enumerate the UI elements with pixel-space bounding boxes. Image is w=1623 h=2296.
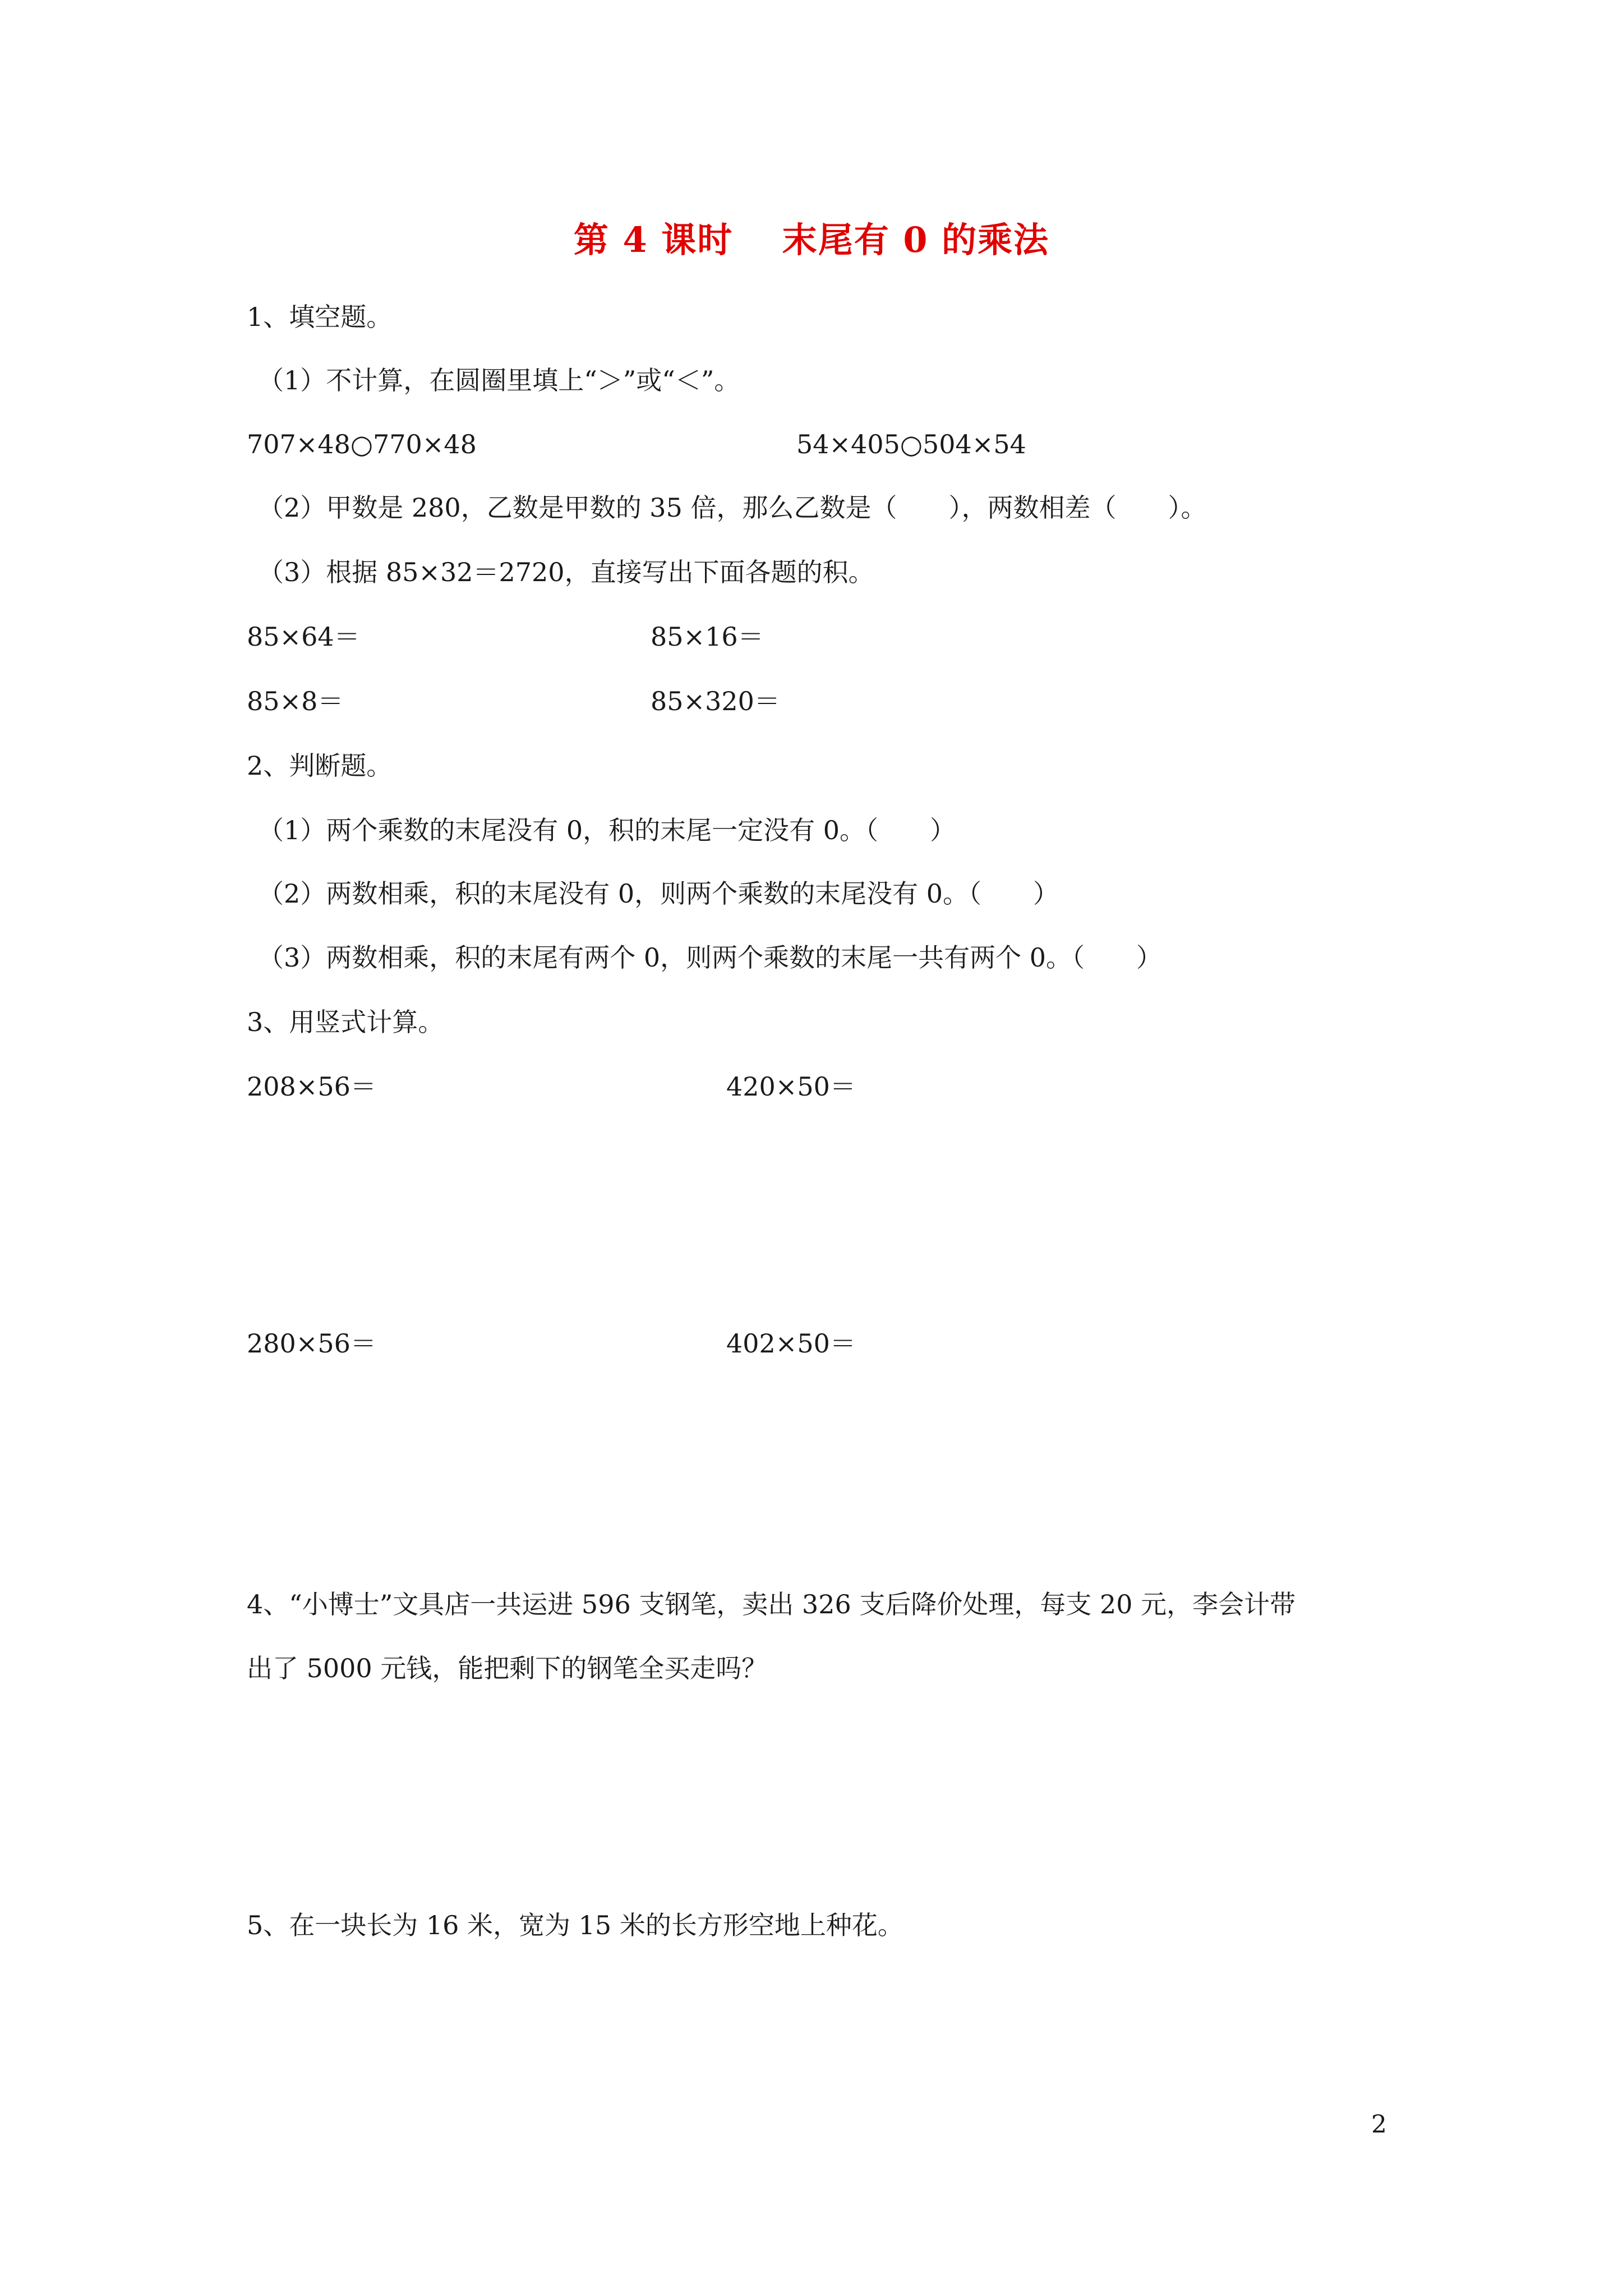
q1-part3-item: 85×64＝ xyxy=(247,622,360,652)
q3-item: 208×56＝ xyxy=(247,1071,376,1102)
q3-item: 402×50＝ xyxy=(726,1328,856,1359)
q4-text-line2: 出了 5000 元钱，能把剩下的钢笔全买走吗？ xyxy=(247,1653,768,1683)
q1-part1-compare-b: 54×405○504×54 xyxy=(796,429,1026,459)
q2-item: （2）两数相乘，积的末尾没有 0，则两个乘数的末尾没有 0。（ ） xyxy=(258,878,1059,909)
q5-text: 5、在一块长为 16 米，宽为 15 米的长方形空地上种花。 xyxy=(247,1910,903,1940)
q2-item: （3）两数相乘，积的末尾有两个 0，则两个乘数的末尾一共有两个 0。（ ） xyxy=(258,942,1163,973)
q1-part1-instruction: （1）不计算，在圆圈里填上“＞”或“＜”。 xyxy=(258,365,740,395)
q1-part3-item: 85×320＝ xyxy=(651,686,780,716)
q1-part3-item: 85×8＝ xyxy=(247,686,344,716)
q1-part2: （2）甲数是 280，乙数是甲数的 35 倍，那么乙数是（ ），两数相差（ ）。 xyxy=(258,493,1207,523)
q3-item: 420×50＝ xyxy=(726,1071,856,1102)
q1-heading: 1、填空题。 xyxy=(247,302,393,332)
q1-part3-item: 85×16＝ xyxy=(651,622,764,652)
q3-heading: 3、用竖式计算。 xyxy=(247,1007,444,1037)
q3-item: 280×56＝ xyxy=(247,1328,376,1359)
q2-heading: 2、判断题。 xyxy=(247,751,393,781)
page-title: 第 4 课时 末尾有 0 的乘法 xyxy=(573,219,1050,260)
page-number: 2 xyxy=(1371,2110,1387,2139)
q1-part3-instruction: （3）根据 85×32＝2720，直接写出下面各题的积。 xyxy=(258,557,874,587)
q2-item: （1）两个乘数的末尾没有 0，积的末尾一定没有 0。（ ） xyxy=(258,815,956,845)
q4-text-line1: 4、“小博士”文具店一共运进 596 支钢笔，卖出 326 支后降价处理，每支 20 元，李会计带 xyxy=(247,1589,1296,1619)
q1-part1-compare-a: 707×48○770×48 xyxy=(247,429,477,459)
